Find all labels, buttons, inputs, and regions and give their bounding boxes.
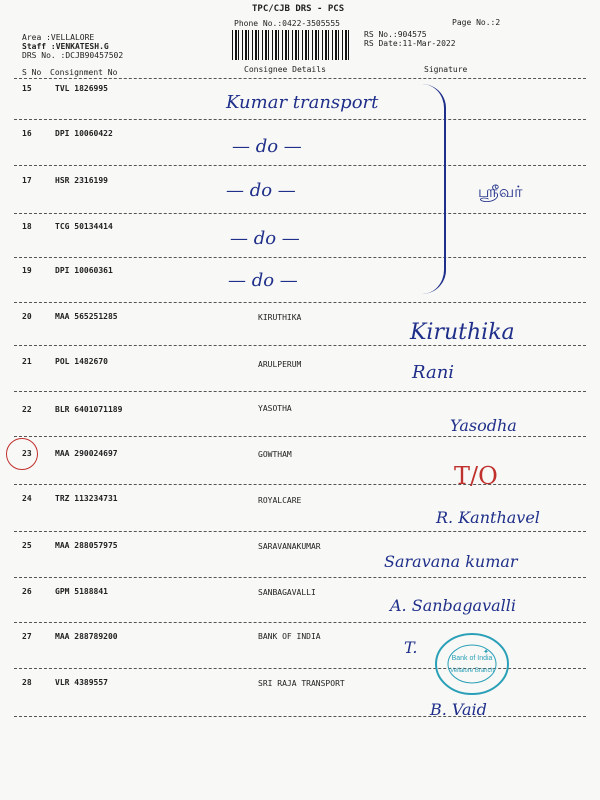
stamp-text-bottom: Vellalore Branch [450,668,494,674]
handwritten-sign: — do — [232,136,302,157]
rs-date: RS Date:11-Mar-2022 [364,39,456,48]
consignee-name: ARULPERUM [258,360,302,369]
consignee-name: BANK OF INDIA [258,632,321,641]
row-divider [14,436,586,437]
bracket-mark [422,84,446,294]
row-divider [14,622,586,623]
col-signature: Signature [424,65,468,74]
handwritten-sign: Rani [412,362,455,383]
consignment-no: DPI 10060361 [55,266,113,275]
sno: 16 [22,129,32,138]
col-consignee: Consignee Details [244,65,326,74]
stamp-text-top: Bank of India [451,655,493,662]
row-divider [14,391,586,392]
row-divider [14,213,586,214]
header-divider [14,78,586,79]
row-divider [14,165,586,166]
row-divider [14,119,586,120]
sno: 20 [22,312,32,321]
consignment-no: DPI 10060422 [55,129,113,138]
handwritten-sign: A. Sanbagavalli [390,596,517,615]
consignment-no: GPM 5188841 [55,587,108,596]
consignment-no: TCG 50134414 [55,222,113,231]
consignee-name: GOWTHAM [258,450,292,459]
sno: 19 [22,266,32,275]
consignment-no: VLR 4389557 [55,678,108,687]
row-divider [14,484,586,485]
row-divider [14,302,586,303]
page-title: TPC/CJB DRS - PCS [252,4,345,14]
consignee-name: YASOTHA [258,404,292,413]
rs-number: RS No.:904575 [364,30,427,39]
sno: 21 [22,357,32,366]
handwritten-sign: R. Kanthavel [436,508,540,527]
consignment-no: MAA 288057975 [55,541,118,550]
sno: 23 [22,449,32,458]
row-divider [14,716,586,717]
group-signature: ஸ்ரீவர் [478,182,523,201]
col-sno: S No [22,68,42,77]
col-consignment: Consignment No [50,68,118,77]
handwritten-sign: — do — [230,228,300,249]
handwritten-sign: Yasodha [450,416,517,435]
consignee-name: SANBAGAVALLI [258,588,316,597]
sno: 17 [22,176,32,185]
handwritten-sign: T. [404,638,418,657]
page-number: Page No.:2 [452,18,501,27]
consignee-name: ROYALCARE [258,496,302,505]
phone-number: Phone No.:0422-3505555 [234,19,340,28]
consignee-name: SRI RAJA TRANSPORT [258,679,345,688]
consignment-no: MAA 565251285 [55,312,118,321]
drs-number: DRS No. :DCJB90457502 [22,51,124,60]
consignment-no: MAA 290024697 [55,449,118,458]
consignment-no: TVL 1826995 [55,84,108,93]
handwritten-sign: — do — [226,180,296,201]
area-label: Area :VELLALORE [22,33,95,42]
handwritten-sign: Kiruthika [410,320,515,345]
bank-stamp [432,630,512,698]
consignment-no: MAA 288789200 [55,632,118,641]
star-icon: ✦ [482,646,490,657]
handwritten-sign: Kumar transport [226,92,379,113]
handwritten-sign: — do — [228,270,298,291]
consignment-no: BLR 6401071189 [55,405,123,414]
staff-label: Staff :VENKATESH.G [22,42,109,51]
row-divider [14,257,586,258]
sno: 25 [22,541,32,550]
handwritten-sign: Saravana kumar [384,552,518,571]
consignment-no: HSR 2316199 [55,176,108,185]
sno: 27 [22,632,32,641]
row-divider [14,531,586,532]
sno: 24 [22,494,32,503]
row-divider [14,345,586,346]
consignment-no: TRZ 113234731 [55,494,118,503]
sno: 22 [22,405,32,414]
sno: 26 [22,587,32,596]
sno: 18 [22,222,32,231]
handwritten-mark: T/O [454,462,498,490]
consignee-name: KIRUTHIKA [258,313,302,322]
stamp-ring [436,634,508,694]
consignee-name: SARAVANAKUMAR [258,542,321,551]
barcode [232,30,352,60]
consignment-no: POL 1482670 [55,357,108,366]
sno: 28 [22,678,32,687]
handwritten-sign: B. Vaid [430,700,487,719]
row-divider [14,577,586,578]
sno: 15 [22,84,32,93]
